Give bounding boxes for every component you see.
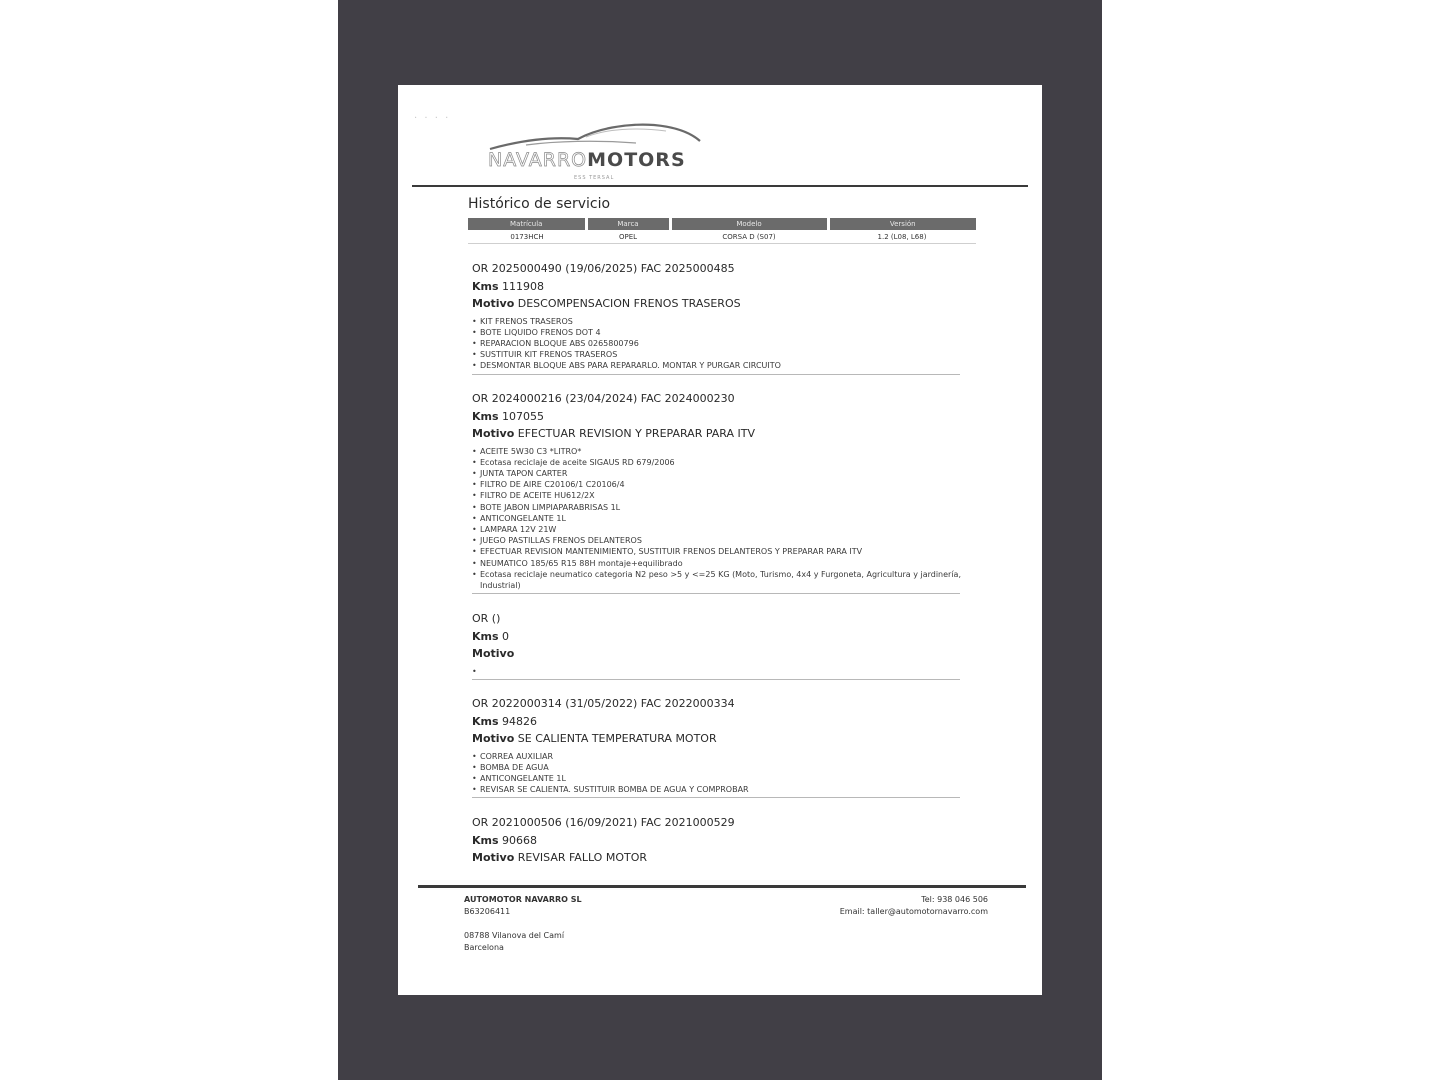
cell-matricula: 0173HCH <box>468 230 586 244</box>
motivo-value: REVISAR FALLO MOTOR <box>517 851 648 864</box>
footer-address-line2: Barcelona <box>464 943 504 952</box>
entry-items <box>472 666 972 677</box>
service-entry <box>472 610 972 680</box>
kms-value: 0 <box>502 629 510 643</box>
service-entry <box>472 390 972 594</box>
list-item: • ACEITE 5W30 C3 *LITRO* <box>472 446 972 457</box>
entry-motivo <box>472 730 972 748</box>
list-item: • REPARACION BLOQUE ABS 0265800796 <box>472 338 972 349</box>
entry-motivo <box>472 645 972 663</box>
vehicle-table-row <box>468 230 976 244</box>
motivo-label: Motivo <box>472 851 515 864</box>
entry-header: OR 2025000490 (19/06/2025) FAC 2025000485 <box>472 262 735 275</box>
entry-header: OR 2022000314 (31/05/2022) FAC 2022000334 <box>472 697 735 710</box>
document-title: Histórico de servicio <box>468 196 611 212</box>
motivo-value: DESCOMPENSACION FRENOS TRASEROS <box>517 297 741 310</box>
list-item: • LAMPARA 12V 21W <box>472 524 972 535</box>
entry-motivo <box>472 849 972 867</box>
list-item: • Ecotasa reciclaje neumatico categoria N2 peso >5 y <=25 KG (Moto, Turismo, 4x4 y Furgoneta, Agricultura y jardinería, Industrial) <box>472 569 972 591</box>
motivo-label: Motivo <box>472 427 515 440</box>
entry-items <box>472 316 972 372</box>
entry-separator <box>472 797 960 798</box>
entry-header: OR () <box>472 612 501 625</box>
entry-separator <box>472 593 960 594</box>
entry-kms <box>472 408 972 426</box>
list-item: • ANTICONGELANTE 1L <box>472 513 972 524</box>
service-entry <box>472 695 972 798</box>
list-item: • BOMBA DE AGUA <box>472 762 972 773</box>
kms-value: 111908 <box>502 279 545 293</box>
motivo-value: SE CALIENTA TEMPERATURA MOTOR <box>517 732 717 745</box>
document-page <box>398 85 1042 995</box>
header-version: Versión <box>828 218 976 230</box>
footer-company: AUTOMOTOR NAVARRO SL <box>464 895 582 904</box>
vehicle-table-header <box>468 218 976 230</box>
kms-label: Kms <box>472 279 499 293</box>
header-modelo: Modelo <box>670 218 828 230</box>
list-item: • KIT FRENOS TRASEROS <box>472 316 972 327</box>
footer-divider <box>418 885 1026 888</box>
kms-label: Kms <box>472 714 499 728</box>
kms-label: Kms <box>472 833 499 847</box>
entry-items <box>472 446 972 592</box>
brand-prefix: NAVARRO <box>488 149 588 171</box>
brand-wordmark <box>488 149 686 171</box>
entry-kms <box>472 832 972 850</box>
scan-specks: · · · · <box>414 113 451 124</box>
list-item: • JUEGO PASTILLAS FRENOS DELANTEROS <box>472 535 972 546</box>
cell-version: 1.2 (L08, L68) <box>828 230 976 244</box>
list-item: • NEUMATICO 185/65 R15 88H montaje+equilibrado <box>472 558 972 569</box>
motivo-value: EFECTUAR REVISION Y PREPARAR PARA ITV <box>517 427 756 440</box>
list-item: • BOTE LIQUIDO FRENOS DOT 4 <box>472 327 972 338</box>
header-matricula: Matrícula <box>468 218 586 230</box>
kms-value: 94826 <box>502 714 538 728</box>
footer-phone: Tel: 938 046 506 <box>921 895 988 904</box>
entry-motivo <box>472 425 972 443</box>
entry-kms <box>472 278 972 296</box>
list-item <box>472 666 972 677</box>
kms-value: 107055 <box>502 409 545 423</box>
list-item: • CORREA AUXILIAR <box>472 751 972 762</box>
vehicle-table <box>468 218 976 244</box>
brand-subtitle: ESS TERSAL <box>574 175 615 181</box>
motivo-label: Motivo <box>472 297 515 310</box>
service-entry <box>472 814 972 867</box>
service-entry <box>472 260 972 375</box>
kms-label: Kms <box>472 629 499 643</box>
list-item: • REVISAR SE CALIENTA. SUSTITUIR BOMBA DE AGUA Y COMPROBAR <box>472 784 972 795</box>
footer-cif: B63206411 <box>464 907 511 916</box>
entry-header: OR 2021000506 (16/09/2021) FAC 2021000529 <box>472 816 735 829</box>
kms-label: Kms <box>472 409 499 423</box>
cell-modelo: CORSA D (S07) <box>670 230 828 244</box>
list-item: • EFECTUAR REVISION MANTENIMIENTO, SUSTITUIR FRENOS DELANTEROS Y PREPARAR PARA ITV <box>472 546 972 557</box>
entry-header: OR 2024000216 (23/04/2024) FAC 2024000230 <box>472 392 735 405</box>
entry-motivo <box>472 295 972 313</box>
list-item: • JUNTA TAPON CARTER <box>472 468 972 479</box>
motivo-label: Motivo <box>472 647 515 660</box>
list-item: • FILTRO DE AIRE C20106/1 C20106/4 <box>472 479 972 490</box>
list-item: • DESMONTAR BLOQUE ABS PARA REPARARLO. MONTAR Y PURGAR CIRCUITO <box>472 360 972 371</box>
cell-marca: OPEL <box>586 230 670 244</box>
list-item: • FILTRO DE ACEITE HU612/2X <box>472 490 972 501</box>
header-marca: Marca <box>586 218 670 230</box>
entry-items <box>472 751 972 796</box>
entry-kms <box>472 628 972 646</box>
entry-kms <box>472 713 972 731</box>
kms-value: 90668 <box>502 833 538 847</box>
footer-address-line1: 08788 Vilanova del Camí <box>464 931 565 940</box>
footer-email: Email: taller@automotornavarro.com <box>839 907 988 916</box>
list-item: • SUSTITUIR KIT FRENOS TRASEROS <box>472 349 972 360</box>
brand-suffix: MOTORS <box>587 149 686 171</box>
entry-separator <box>472 679 960 680</box>
list-item: • BOTE JABON LIMPIAPARABRISAS 1L <box>472 502 972 513</box>
header-divider <box>412 185 1028 187</box>
list-item: • ANTICONGELANTE 1L <box>472 773 972 784</box>
motivo-label: Motivo <box>472 732 515 745</box>
list-item: • Ecotasa reciclaje de aceite SIGAUS RD 679/2006 <box>472 457 972 468</box>
entry-separator <box>472 374 960 375</box>
